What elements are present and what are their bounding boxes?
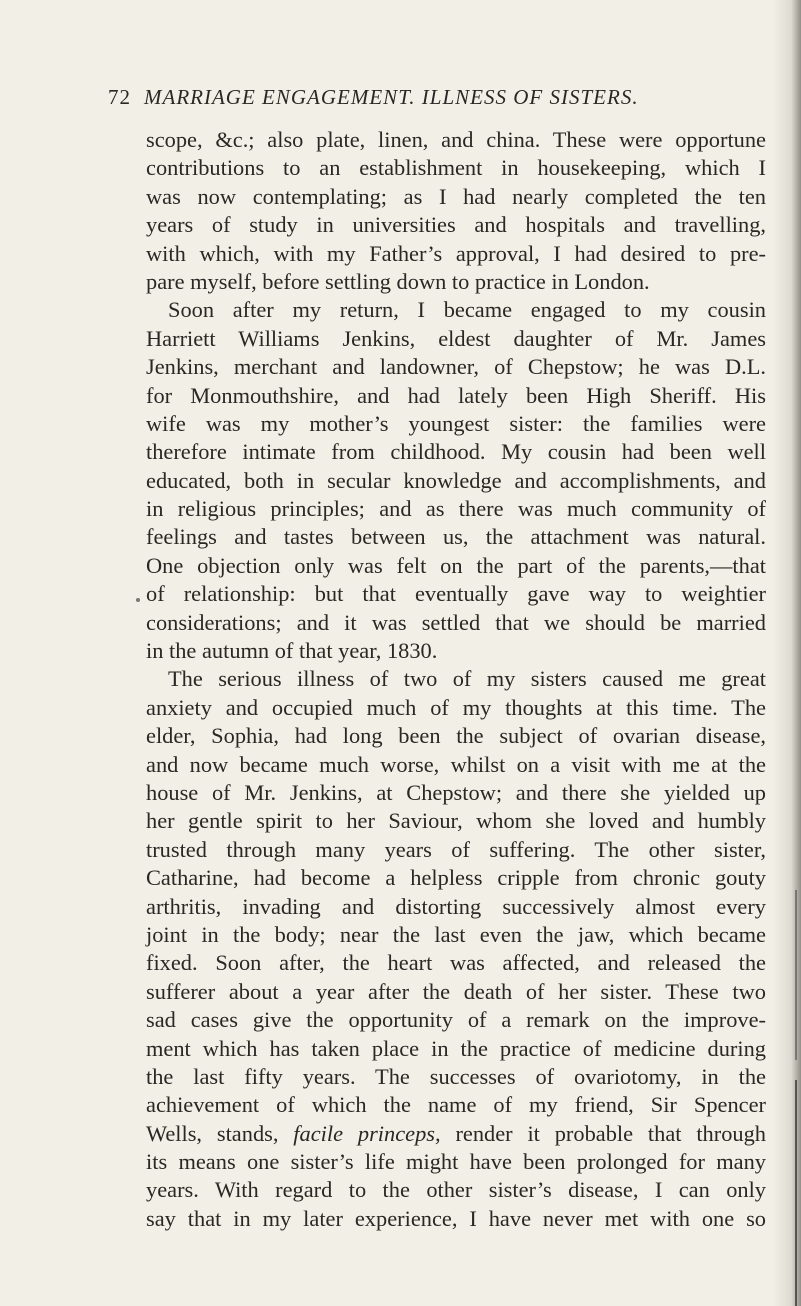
text-line: Jenkins, merchant and landowner, of Chepstow; he was D.L.: [146, 354, 766, 380]
text-line: scope, &c.; also plate, linen, and china. These were opportune: [146, 127, 766, 152]
text-line: achievement of which the name of my friend, Sir Spencer: [146, 1092, 766, 1118]
text-line: Harriett Williams Jenkins, eldest daughter of Mr. James: [146, 325, 766, 351]
text-line: therefore intimate from childhood. My cousin had been well: [146, 439, 766, 465]
text-line: The serious illness of two of my sisters caused me great: [168, 666, 766, 692]
text-line: elder, Sophia, had long been the subject of ovarian disease,: [146, 723, 766, 749]
page-edge-line: [795, 890, 797, 1060]
page-number: 72: [108, 85, 131, 109]
text-line: in the autumn of that year, 1830.: [146, 638, 438, 664]
text-line: One objection only was felt on the part of the parents,—that: [146, 552, 766, 578]
text-line: contributions to an establishment in housekeeping, which I: [146, 155, 766, 181]
page-header: [108, 85, 748, 111]
text-line: her gentle spirit to her Saviour, whom she loved and humbly: [146, 808, 766, 834]
text-line: Catharine, had become a helpless cripple from chronic gouty: [146, 865, 766, 891]
text-line: arthritis, invading and distorting successively almost every: [146, 893, 766, 919]
text-line: in religious principles; and as there was much community of: [146, 496, 766, 522]
text-line: considerations; and it was settled that we should be married: [146, 609, 766, 635]
text-line: years. With regard to the other sister’s disease, I can only: [146, 1177, 766, 1203]
text-line: fixed. Soon after, the heart was affected, and released the: [146, 950, 766, 976]
text-line: say that in my later experience, I have never met with one so: [146, 1205, 766, 1231]
body-text: [146, 126, 766, 1233]
text-line: house of Mr. Jenkins, at Chepstow; and there she yielded up: [146, 779, 766, 805]
text-line: feelings and tastes between us, the attachment was natural.: [146, 524, 766, 550]
italic-phrase: facile princeps,: [293, 1120, 441, 1146]
text-line: wife was my mother’s youngest sister: the families were: [146, 410, 766, 436]
text-fragment: render it probable that through: [455, 1120, 766, 1146]
text-line: educated, both in secular knowledge and accomplishments, and: [146, 467, 766, 493]
text-line: Soon after my return, I became engaged to my cousin: [168, 297, 766, 323]
text-line: its means one sister’s life might have been prolonged for many: [146, 1149, 766, 1175]
text-line: ment which has taken place in the practice of medicine during: [146, 1035, 766, 1061]
text-line: sad cases give the opportunity of a remark on the improve-: [146, 1007, 766, 1033]
margin-dot: [136, 598, 140, 602]
text-line: the last fifty years. The successes of ovariotomy, in the: [146, 1063, 766, 1089]
text-line: of relationship: but that eventually gave way to weightier: [146, 581, 766, 607]
text-line: and now became much worse, whilst on a visit with me at the: [146, 751, 766, 777]
text-line: years of study in universities and hospitals and travelling,: [146, 212, 766, 238]
running-head: MARRIAGE ENGAGEMENT. ILLNESS OF SISTERS.: [144, 85, 639, 109]
text-line: was now contemplating; as I had nearly completed the ten: [146, 183, 766, 209]
text-line: with which, with my Father’s approval, I had desired to pre-: [146, 240, 766, 266]
text-line: anxiety and occupied much of my thoughts at this time. The: [146, 694, 766, 720]
text-fragment: Wells, stands,: [146, 1120, 279, 1146]
text-line: sufferer about a year after the death of her sister. These two: [146, 978, 766, 1004]
text-line-with-emphasis: [146, 1120, 766, 1148]
page-edge-line: [795, 1080, 797, 1306]
text-line: for Monmouthshire, and had lately been High Sheriff. His: [146, 382, 766, 408]
text-line: trusted through many years of suffering. The other sister,: [146, 836, 766, 862]
text-line: pare myself, before settling down to practice in London.: [146, 268, 650, 294]
text-line: joint in the body; near the last even the jaw, which became: [146, 921, 766, 947]
